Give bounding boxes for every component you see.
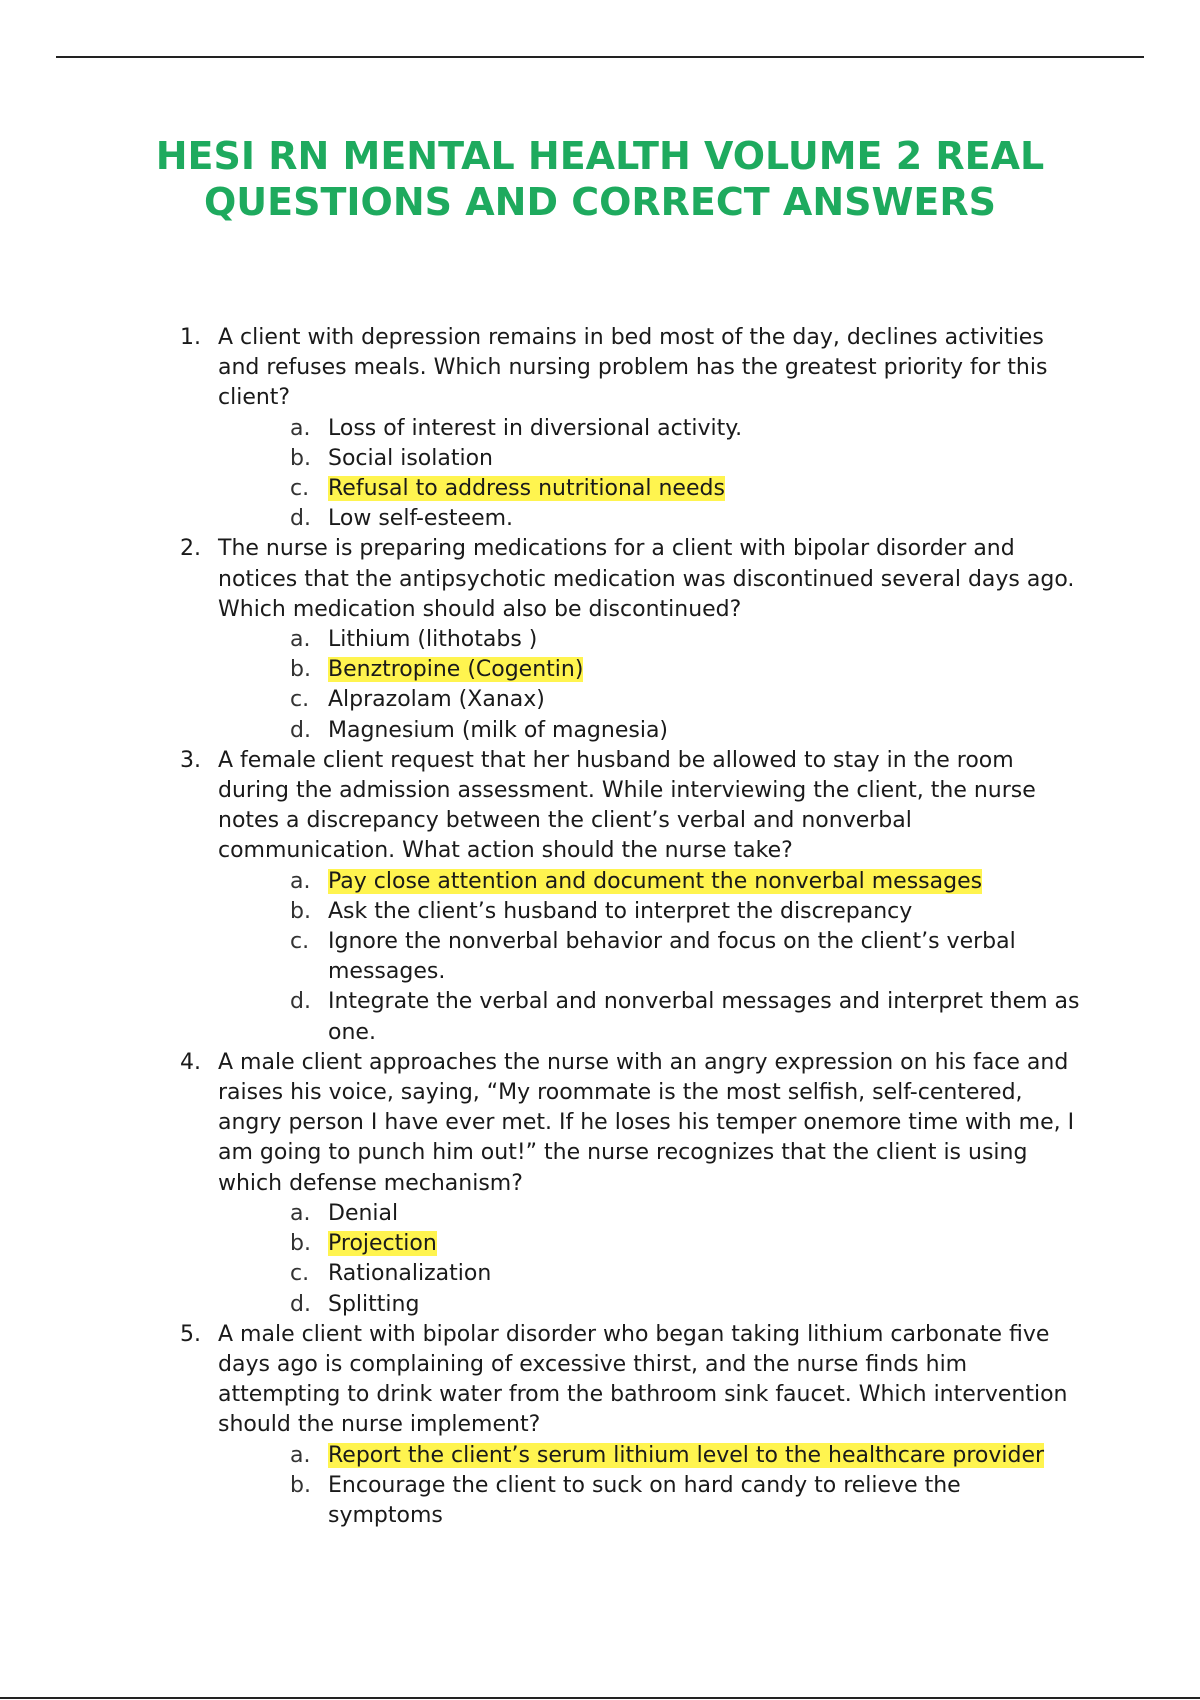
option-text: Low self-esteem. bbox=[328, 506, 514, 532]
answer-option bbox=[290, 414, 1080, 444]
question-item bbox=[180, 323, 1080, 534]
option-text: Ignore the nonverbal behavior and focus on the client’s verbal messages. bbox=[328, 929, 1016, 985]
option-text: Magnesium (milk of magnesia) bbox=[328, 717, 669, 743]
question-text: The nurse is preparing medications for a client with bipolar disorder and notices that the antipsychotic medication was discontinued several days ago. Which medication should also be discontinued? bbox=[218, 536, 1075, 622]
option-letter: c. bbox=[290, 929, 310, 955]
question-number: 4. bbox=[180, 1049, 201, 1075]
option-letter: a. bbox=[290, 415, 311, 441]
answer-option bbox=[290, 625, 1080, 655]
answer-option bbox=[290, 1259, 1080, 1289]
correct-answer-highlight: Pay close attention and document the nonverbal messages bbox=[328, 868, 983, 894]
correct-answer-highlight: Projection bbox=[328, 1231, 437, 1257]
option-letter: b. bbox=[290, 657, 311, 683]
answer-option bbox=[290, 927, 1080, 987]
answer-options bbox=[218, 1199, 1080, 1320]
answer-option-correct bbox=[290, 474, 1080, 504]
option-text: Social isolation bbox=[328, 445, 493, 471]
option-text: Loss of interest in diversional activity. bbox=[328, 415, 743, 441]
option-letter: a. bbox=[290, 627, 311, 653]
option-letter: d. bbox=[290, 717, 311, 743]
option-letter: b. bbox=[290, 898, 311, 924]
answer-option bbox=[290, 716, 1080, 746]
correct-answer-highlight: Refusal to address nutritional needs bbox=[328, 476, 725, 502]
option-letter: d. bbox=[290, 1291, 311, 1317]
option-letter: a. bbox=[290, 1442, 311, 1468]
answer-option-correct bbox=[290, 655, 1080, 685]
option-letter: d. bbox=[290, 506, 311, 532]
correct-answer-highlight: Report the client’s serum lithium level to the healthcare provider bbox=[328, 1442, 1045, 1468]
option-text: Splitting bbox=[328, 1291, 420, 1317]
footer-rule bbox=[0, 1697, 1200, 1699]
option-text: Rationalization bbox=[328, 1261, 492, 1287]
answer-options bbox=[218, 867, 1080, 1048]
page-title bbox=[0, 133, 1200, 225]
question-item bbox=[180, 1320, 1080, 1531]
answer-options bbox=[218, 625, 1080, 746]
answer-option-correct bbox=[290, 1229, 1080, 1259]
question-text: A client with depression remains in bed most of the day, declines activities and refuses meals. Which nursing problem has the greatest priority for this client? bbox=[218, 325, 1048, 411]
answer-option bbox=[290, 1290, 1080, 1320]
question-text: A male client with bipolar disorder who began taking lithium carbonate five days ago is complaining of excessive thirst, and the nurse finds him attempting to drink water from the bathroom sink faucet. Which intervention should the nurse implement? bbox=[218, 1321, 1068, 1438]
correct-answer-highlight: Benztropine (Cogentin) bbox=[328, 657, 584, 683]
answer-option bbox=[290, 987, 1080, 1047]
option-text: Lithium (lithotabs ) bbox=[328, 627, 538, 653]
question-item bbox=[180, 534, 1080, 745]
title-line-1: HESI RN MENTAL HEALTH VOLUME 2 REAL bbox=[155, 134, 1045, 178]
answer-option bbox=[290, 504, 1080, 534]
option-text: Alprazolam (Xanax) bbox=[328, 687, 545, 713]
answer-option-correct bbox=[290, 867, 1080, 897]
option-letter: a. bbox=[290, 1200, 311, 1226]
option-text: Denial bbox=[328, 1200, 399, 1226]
option-letter: c. bbox=[290, 476, 310, 502]
question-number: 1. bbox=[180, 325, 201, 350]
header-rule bbox=[56, 56, 1144, 58]
question-item bbox=[180, 1048, 1080, 1320]
option-letter: b. bbox=[290, 1231, 311, 1257]
title-line-2: QUESTIONS AND CORRECT ANSWERS bbox=[203, 180, 997, 224]
answer-options bbox=[218, 414, 1080, 535]
option-letter: b. bbox=[290, 445, 311, 471]
question-number: 2. bbox=[180, 536, 201, 562]
answer-option bbox=[290, 897, 1080, 927]
answer-option bbox=[290, 685, 1080, 715]
option-text: Integrate the verbal and nonverbal messages and interpret them as one. bbox=[328, 989, 1080, 1045]
answer-option bbox=[290, 1199, 1080, 1229]
question-list bbox=[180, 323, 1080, 1531]
option-letter: c. bbox=[290, 687, 310, 713]
question-number: 3. bbox=[180, 747, 201, 773]
option-text: Ask the client’s husband to interpret the discrepancy bbox=[328, 898, 913, 924]
answer-option bbox=[290, 1471, 1080, 1531]
question-text: A female client request that her husband be allowed to stay in the room during the admission assessment. While interviewing the client, the nurse notes a discrepancy between the client’s verbal and nonverbal communication. What action should the nurse take? bbox=[218, 747, 1036, 864]
answer-options bbox=[218, 1441, 1080, 1532]
option-letter: d. bbox=[290, 989, 311, 1015]
question-text: A male client approaches the nurse with an angry expression on his face and raises his voice, saying, “My roommate is the most selfish, self-centered, angry person I have ever met. If he loses his temper onemore time with me, I am going to punch him out!” the nurse recognizes that the client is using which defense mechanism? bbox=[218, 1049, 1075, 1196]
option-text: Encourage the client to suck on hard candy to relieve the symptoms bbox=[328, 1472, 961, 1528]
question-item bbox=[180, 746, 1080, 1048]
option-letter: b. bbox=[290, 1472, 311, 1498]
answer-option-correct bbox=[290, 1441, 1080, 1471]
question-number: 5. bbox=[180, 1321, 201, 1347]
option-letter: c. bbox=[290, 1261, 310, 1287]
answer-option bbox=[290, 444, 1080, 474]
option-letter: a. bbox=[290, 868, 311, 894]
